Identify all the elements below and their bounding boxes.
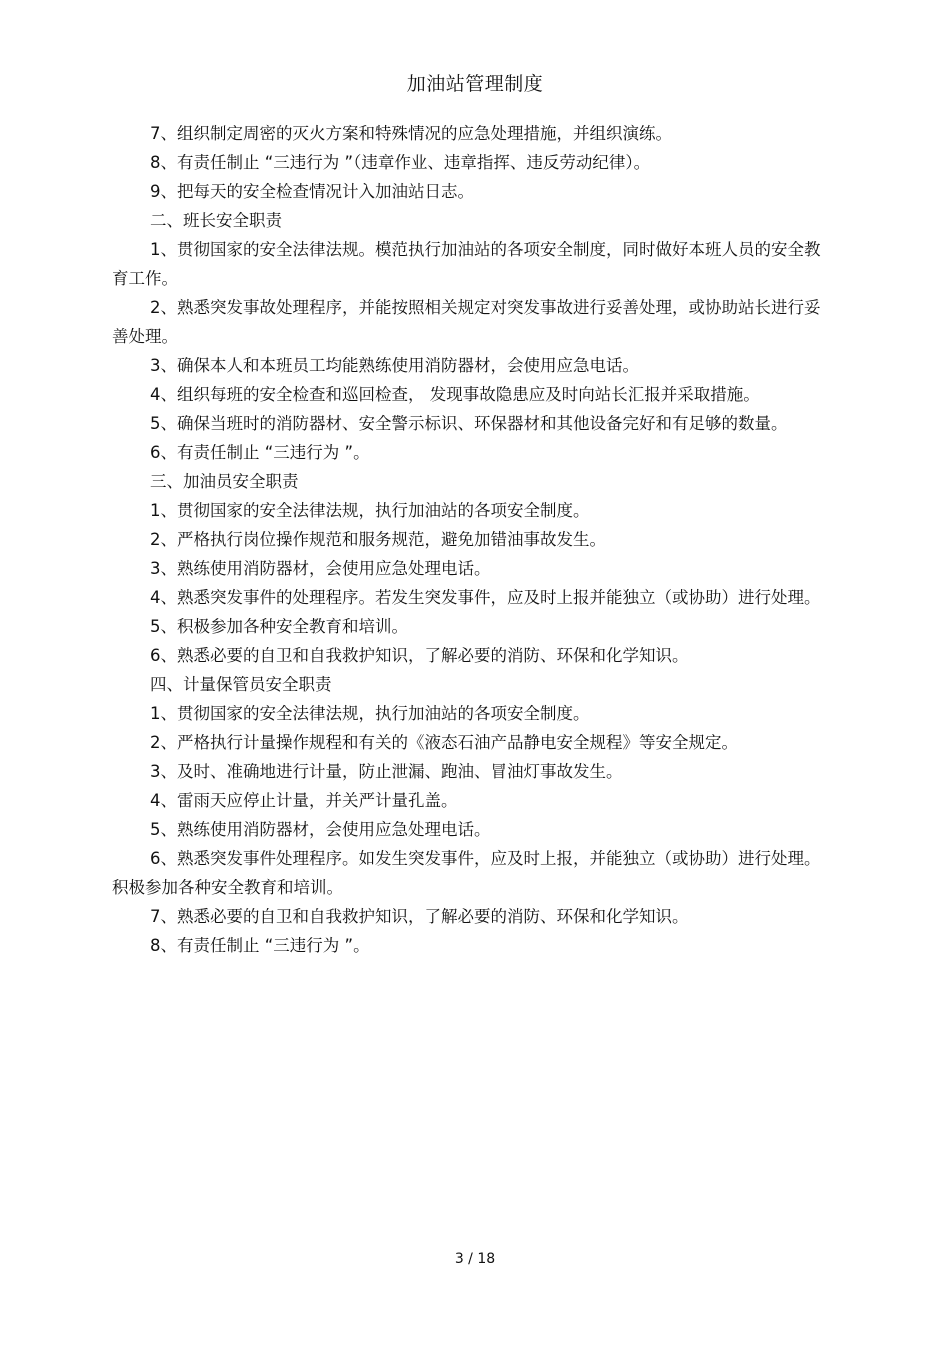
paragraph: 2、熟悉突发事故处理程序，并能按照相关规定对突发事故进行妥善处理，或协助站长进行妥善处理。: [112, 298, 821, 346]
section-heading: 四、计量保管员安全职责: [150, 675, 332, 694]
paragraph: 6、熟悉必要的自卫和自我救护知识，了解必要的消防、环保和化学知识。: [150, 646, 689, 665]
paragraph: 6、熟悉突发事件处理程序。如发生突发事件，应及时上报，并能独立（或协助）进行处理。积极参加各种安全教育和培训。: [112, 849, 821, 897]
paragraph: 9、把每天的安全检查情况计入加油站日志。: [150, 182, 474, 201]
paragraph: 8、有责任制止 “三违行为 ”（违章作业、违章指挥、违反劳动纪律）。: [150, 153, 651, 172]
paragraph: 3、熟练使用消防器材，会使用应急处理电话。: [150, 559, 491, 578]
document-title: 加油站管理制度: [406, 73, 544, 95]
section-heading: 二、班长安全职责: [150, 211, 282, 230]
paragraph: 1、贯彻国家的安全法律法规，执行加油站的各项安全制度。: [150, 501, 590, 520]
paragraph: 6、有责任制止 “三违行为 ”。: [150, 443, 370, 462]
document-body: [112, 119, 832, 960]
paragraph: 1、贯彻国家的安全法律法规。模范执行加油站的各项安全制度，同时做好本班人员的安全教育工作。: [112, 240, 821, 288]
paragraph: 2、严格执行计量操作规程和有关的《液态石油产品静电安全规程》等安全规定。: [150, 733, 738, 752]
paragraph: 5、熟练使用消防器材，会使用应急处理电话。: [150, 820, 491, 839]
paragraph: 5、确保当班时的消防器材、安全警示标识、环保器材和其他设备完好和有足够的数量。: [150, 414, 788, 433]
section-heading: 三、加油员安全职责: [150, 472, 299, 491]
paragraph: 5、积极参加各种安全教育和培训。: [150, 617, 408, 636]
paragraph: 3、确保本人和本班员工均能熟练使用消防器材，会使用应急电话。: [150, 356, 639, 375]
paragraph: 4、雷雨天应停止计量，并关严计量孔盖。: [150, 791, 458, 810]
paragraph: 3、及时、准确地进行计量，防止泄漏、跑油、冒油灯事故发生。: [150, 762, 623, 781]
paragraph: 7、熟悉必要的自卫和自我救护知识，了解必要的消防、环保和化学知识。: [150, 907, 689, 926]
paragraph: 4、熟悉突发事件的处理程序。若发生突发事件，应及时上报并能独立（或协助）进行处理。: [150, 588, 821, 607]
paragraph: 7、组织制定周密的灭火方案和特殊情况的应急处理措施，并组织演练。: [150, 124, 672, 143]
paragraph: 4、组织每班的安全检查和巡回检查， 发现事故隐患应及时向站长汇报并采取措施。: [150, 385, 760, 404]
paragraph: 8、有责任制止 “三违行为 ”。: [150, 936, 370, 955]
paragraph: 2、严格执行岗位操作规范和服务规范，避免加错油事故发生。: [150, 530, 606, 549]
paragraph: 1、贯彻国家的安全法律法规，执行加油站的各项安全制度。: [150, 704, 590, 723]
page-number: 3 / 18: [454, 1251, 496, 1267]
